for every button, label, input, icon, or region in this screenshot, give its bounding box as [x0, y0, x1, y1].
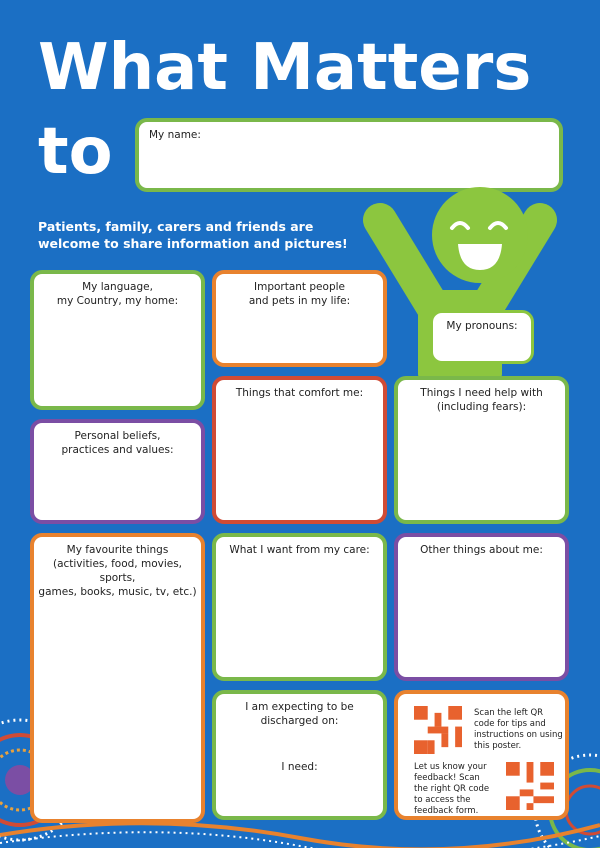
- other-box[interactable]: [394, 533, 569, 681]
- page-title-to: to: [38, 115, 113, 189]
- discharge-label: I am expecting to be discharged on:: [245, 701, 354, 727]
- comfort-box[interactable]: [212, 376, 387, 524]
- care-box[interactable]: [212, 533, 387, 681]
- qr-code-left-icon[interactable]: [414, 706, 462, 754]
- people-label: Important people and pets in my life:: [248, 281, 351, 307]
- page-title: What Matters: [38, 31, 532, 105]
- help-box[interactable]: [394, 376, 569, 524]
- need-label: I need:: [281, 761, 318, 773]
- comfort-label: Things that comfort me:: [235, 387, 364, 399]
- other-label: Other things about me:: [420, 544, 543, 556]
- people-box[interactable]: [212, 270, 387, 367]
- language-box[interactable]: [30, 270, 205, 410]
- favourites-label: My favourite things (activities, food, movies, sports, games, books, music, tv, etc.): [38, 544, 197, 598]
- qr-right-text: Let us know your feedback! Scan the right QR code to access the feedback form.: [414, 762, 490, 816]
- intro-text: Patients, family, carers and friends are welcome to share information and pictures!: [38, 219, 348, 251]
- name-label: My name:: [149, 129, 201, 141]
- pronouns-label: My pronouns:: [446, 320, 518, 332]
- qr-code-right-icon[interactable]: [506, 762, 554, 810]
- discharge-box[interactable]: [212, 690, 387, 820]
- qr-left-text: Scan the left QR code for tips and instructions on using this poster.: [474, 708, 563, 751]
- pronouns-field[interactable]: [430, 310, 534, 364]
- favourites-box[interactable]: [30, 533, 205, 823]
- care-label: What I want from my care:: [229, 544, 370, 556]
- beliefs-label: Personal beliefs, practices and values:: [61, 430, 174, 456]
- language-label: My language, my Country, my home:: [56, 281, 179, 307]
- beliefs-box[interactable]: [30, 419, 205, 524]
- help-label: Things I need help with (including fears):: [420, 387, 543, 413]
- qr-box: [394, 690, 569, 820]
